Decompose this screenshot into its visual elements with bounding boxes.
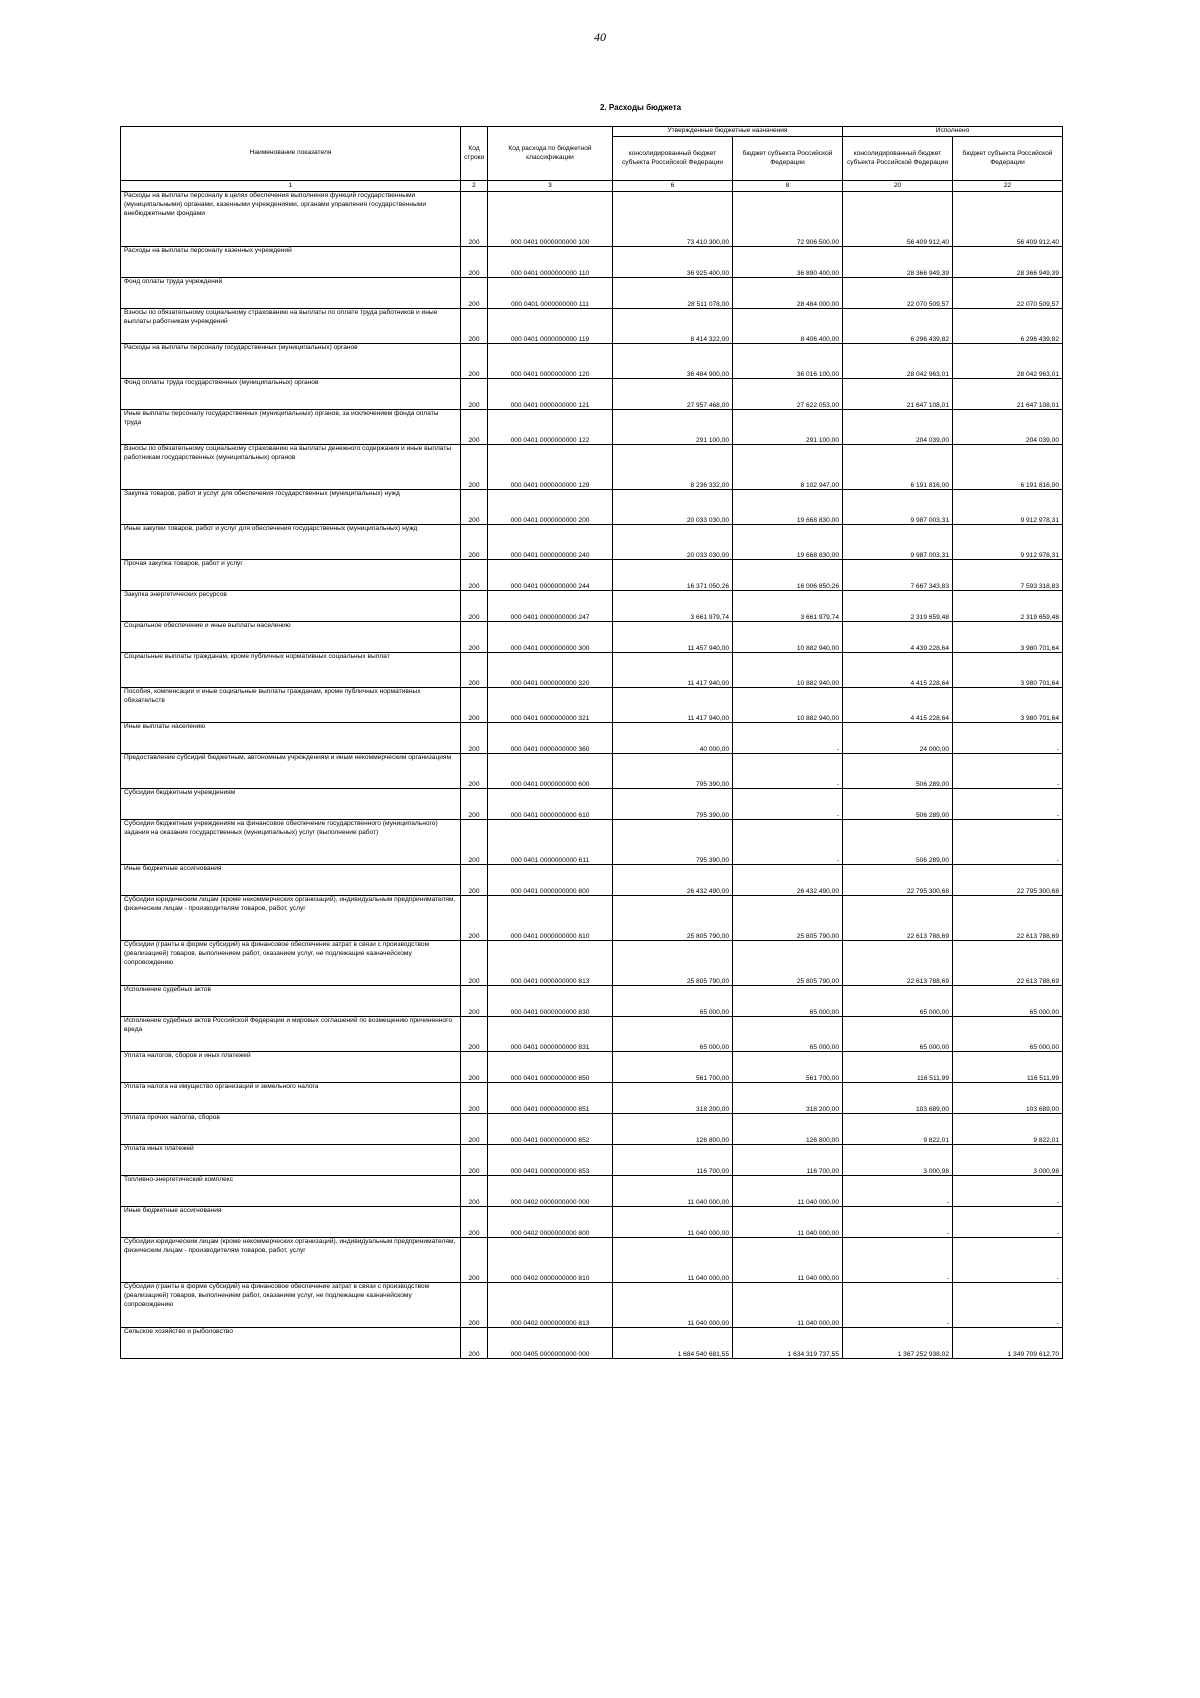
approved-subject-value: 291 100,00 [733, 410, 843, 445]
indicator-name: Субсидии (гранты в форме субсидий) на финансовое обеспечение затрат в связи с производством (реализацией) товаров, выполнением работ, оказанием услуг, не подлежащие казначейскому сопровождению [121, 941, 461, 986]
indicator-name: Топливно-энергетический комплекс [121, 1176, 461, 1207]
row-code: 200 [461, 865, 488, 896]
approved-subject-value: 8 406 400,00 [733, 309, 843, 344]
table-row [121, 591, 1063, 622]
indicator-name: Пособия, компенсации и иные социальные выплаты гражданам, кроме публичных нормативных обязательств [121, 688, 461, 723]
expense-code: 000 0401 0000000000 247 [488, 591, 613, 622]
approved-consolidated-value: 8 236 332,00 [613, 445, 733, 490]
executed-subject-value: - [953, 1176, 1063, 1207]
row-code: 200 [461, 1114, 488, 1145]
indicator-name: Уплата прочих налогов, сборов [121, 1114, 461, 1145]
indicator-name: Расходы на выплаты персоналу государственных (муниципальных) органов [121, 344, 461, 379]
executed-consolidated-value: 22 795 300,68 [843, 865, 953, 896]
approved-subject-value: 72 906 500,00 [733, 192, 843, 247]
expense-code: 000 0401 0000000000 360 [488, 723, 613, 754]
indicator-name: Иные выплаты персоналу государственных (муниципальных) органов, за исключением фонда оплаты труда [121, 410, 461, 445]
indicator-name: Субсидии (гранты в форме субсидий) на финансовое обеспечение затрат в связи с производством (реализацией) товаров, выполнением работ, оказанием услуг, не подлежащие казначейскому сопровождению [121, 1283, 461, 1328]
approved-subject-value: 11 040 000,00 [733, 1176, 843, 1207]
row-code: 200 [461, 1328, 488, 1359]
table-body [121, 192, 1063, 1359]
executed-subject-value: 3 980 701,64 [953, 688, 1063, 723]
column-number: 1 [121, 181, 461, 192]
approved-consolidated-value: 291 100,00 [613, 410, 733, 445]
indicator-name: Предоставление субсидий бюджетным, автономным учреждениям и иным некоммерческим организациям [121, 754, 461, 789]
executed-consolidated-value: 4 415 228,64 [843, 688, 953, 723]
executed-subject-value: 22 795 300,68 [953, 865, 1063, 896]
executed-consolidated-value: 1 367 252 938,02 [843, 1328, 953, 1359]
expense-code: 000 0401 0000000000 244 [488, 560, 613, 591]
table-row [121, 653, 1063, 688]
executed-subject-value: 22 613 788,69 [953, 896, 1063, 941]
approved-subject-value: 27 622 053,00 [733, 379, 843, 410]
approved-subject-value: 10 882 940,00 [733, 688, 843, 723]
approved-consolidated-value: 65 000,00 [613, 1017, 733, 1052]
table-row [121, 820, 1063, 865]
approved-consolidated-value: 36 925 400,00 [613, 247, 733, 278]
approved-consolidated-value: 116 700,00 [613, 1145, 733, 1176]
executed-subject-value: - [953, 789, 1063, 820]
approved-consolidated-value: 28 511 078,00 [613, 278, 733, 309]
approved-subject-value: 28 484 000,00 [733, 278, 843, 309]
executed-consolidated-value: - [843, 1238, 953, 1283]
table-row [121, 379, 1063, 410]
row-code: 200 [461, 1238, 488, 1283]
executed-consolidated-value: 22 070 509,57 [843, 278, 953, 309]
approved-subject-value: 19 668 830,00 [733, 525, 843, 560]
indicator-name: Иные закупки товаров, работ и услуг для обеспечения государственных (муниципальных) нужд [121, 525, 461, 560]
row-code: 200 [461, 1052, 488, 1083]
approved-subject-value: 8 102 947,00 [733, 445, 843, 490]
executed-consolidated-value: 6 191 816,00 [843, 445, 953, 490]
approved-subject-value: 126 800,00 [733, 1114, 843, 1145]
approved-subject-value: 26 432 490,00 [733, 865, 843, 896]
approved-consolidated-value: 795 390,00 [613, 789, 733, 820]
executed-consolidated-value: 24 000,00 [843, 723, 953, 754]
approved-subject-value: 116 700,00 [733, 1145, 843, 1176]
table-row [121, 1207, 1063, 1238]
approved-consolidated-value: 40 000,00 [613, 723, 733, 754]
approved-subject-value: 25 805 790,00 [733, 896, 843, 941]
page-number: 40 [594, 30, 606, 44]
row-code: 200 [461, 278, 488, 309]
executed-subject-value: 103 689,00 [953, 1083, 1063, 1114]
table-row [121, 1283, 1063, 1328]
table-row [121, 865, 1063, 896]
executed-consolidated-value: 9 987 003,31 [843, 525, 953, 560]
executed-consolidated-value: 4 415 228,64 [843, 653, 953, 688]
expense-code: 000 0401 0000000000 100 [488, 192, 613, 247]
table-row [121, 941, 1063, 986]
approved-consolidated-value: 26 432 490,00 [613, 865, 733, 896]
approved-consolidated-value: 11 417 940,00 [613, 653, 733, 688]
approved-consolidated-value: 25 805 790,00 [613, 896, 733, 941]
approved-consolidated-value: 795 390,00 [613, 754, 733, 789]
table-row [121, 560, 1063, 591]
table-row [121, 1083, 1063, 1114]
executed-consolidated-value: 2 319 659,48 [843, 591, 953, 622]
row-code: 200 [461, 1283, 488, 1328]
expense-code: 000 0401 0000000000 850 [488, 1052, 613, 1083]
executed-subject-value: - [953, 1283, 1063, 1328]
approved-consolidated-value: 3 661 979,74 [613, 591, 733, 622]
executed-subject-value: 65 000,00 [953, 1017, 1063, 1052]
table-row [121, 1114, 1063, 1145]
executed-subject-value: 22 613 788,69 [953, 941, 1063, 986]
expense-code: 000 0402 0000000000 800 [488, 1207, 613, 1238]
executed-subject-value: 22 070 509,57 [953, 278, 1063, 309]
indicator-name: Прочая закупка товаров, работ и услуг [121, 560, 461, 591]
table-row [121, 622, 1063, 653]
executed-consolidated-value: - [843, 1207, 953, 1238]
table-row [121, 490, 1063, 525]
table-row [121, 754, 1063, 789]
row-code: 200 [461, 820, 488, 865]
row-code: 200 [461, 754, 488, 789]
executed-consolidated-value: 22 613 788,69 [843, 941, 953, 986]
approved-subject-value: 1 634 319 737,55 [733, 1328, 843, 1359]
expense-code: 000 0402 0000000000 000 [488, 1176, 613, 1207]
approved-subject-value: - [733, 754, 843, 789]
section-title: 2. Расходы бюджета [600, 103, 682, 112]
approved-subject-value: 36 016 100,00 [733, 344, 843, 379]
indicator-name: Уплата налога на имущество организаций и земельного налога [121, 1083, 461, 1114]
executed-consolidated-value: 4 439 228,64 [843, 622, 953, 653]
executed-subject-value: 6 296 439,82 [953, 309, 1063, 344]
executed-consolidated-value: 9 987 003,31 [843, 490, 953, 525]
approved-consolidated-value: 11 417 940,00 [613, 688, 733, 723]
expense-code: 000 0401 0000000000 320 [488, 653, 613, 688]
approved-consolidated-value: 561 700,00 [613, 1052, 733, 1083]
row-code: 200 [461, 1145, 488, 1176]
approved-consolidated-value: 27 957 468,00 [613, 379, 733, 410]
approved-subject-value: - [733, 820, 843, 865]
expense-code: 000 0401 0000000000 321 [488, 688, 613, 723]
row-code: 200 [461, 445, 488, 490]
expense-code: 000 0401 0000000000 611 [488, 820, 613, 865]
approved-subject-value: 11 040 000,00 [733, 1207, 843, 1238]
executed-consolidated-value: 56 409 912,40 [843, 192, 953, 247]
table-row [121, 1145, 1063, 1176]
executed-consolidated-value: 506 289,00 [843, 820, 953, 865]
column-number: 2 [461, 181, 488, 192]
expense-code: 000 0401 0000000000 122 [488, 410, 613, 445]
table-row [121, 525, 1063, 560]
expense-code: 000 0401 0000000000 300 [488, 622, 613, 653]
approved-subject-value: 65 000,00 [733, 986, 843, 1017]
approved-consolidated-value: 795 390,00 [613, 820, 733, 865]
executed-subject-value: 28 042 963,01 [953, 344, 1063, 379]
row-code: 200 [461, 525, 488, 560]
executed-consolidated-value: 65 000,00 [843, 1017, 953, 1052]
expense-code: 000 0401 0000000000 810 [488, 896, 613, 941]
row-code: 200 [461, 622, 488, 653]
approved-consolidated-value: 65 000,00 [613, 986, 733, 1017]
approved-consolidated-value: 16 371 050,26 [613, 560, 733, 591]
expense-code: 000 0401 0000000000 831 [488, 1017, 613, 1052]
column-number: 6 [613, 181, 733, 192]
row-code: 200 [461, 560, 488, 591]
executed-subject-value: 7 593 318,83 [953, 560, 1063, 591]
indicator-name: Иные бюджетные ассигнования [121, 1207, 461, 1238]
approved-consolidated-value: 20 033 030,00 [613, 525, 733, 560]
row-code: 200 [461, 789, 488, 820]
executed-subject-value: 28 366 949,39 [953, 247, 1063, 278]
indicator-name: Субсидии бюджетным учреждениям [121, 789, 461, 820]
executed-subject-value: 3 980 701,64 [953, 653, 1063, 688]
expense-code: 000 0401 0000000000 852 [488, 1114, 613, 1145]
approved-consolidated-value: 318 200,00 [613, 1083, 733, 1114]
executed-consolidated-value: 6 296 439,82 [843, 309, 953, 344]
executed-consolidated-value: 116 511,99 [843, 1052, 953, 1083]
row-code: 200 [461, 490, 488, 525]
table-row [121, 896, 1063, 941]
executed-consolidated-value: 28 042 963,01 [843, 344, 953, 379]
table-row [121, 986, 1063, 1017]
executed-consolidated-value: - [843, 1283, 953, 1328]
header-executed: Исполнено [843, 127, 1063, 137]
expense-code: 000 0401 0000000000 111 [488, 278, 613, 309]
approved-subject-value: 3 661 979,74 [733, 591, 843, 622]
executed-consolidated-value: 28 366 949,39 [843, 247, 953, 278]
row-code: 200 [461, 896, 488, 941]
executed-subject-value: - [953, 820, 1063, 865]
executed-subject-value: 1 349 709 612,70 [953, 1328, 1063, 1359]
approved-subject-value: 561 700,00 [733, 1052, 843, 1083]
indicator-name: Фонд оплаты труда учреждений [121, 278, 461, 309]
approved-consolidated-value: 36 484 900,00 [613, 344, 733, 379]
executed-consolidated-value: 506 289,00 [843, 789, 953, 820]
expense-code: 000 0401 0000000000 851 [488, 1083, 613, 1114]
executed-subject-value: 3 000,98 [953, 1145, 1063, 1176]
indicator-name: Субсидии бюджетным учреждениям на финансовое обеспечение государственного (муниципального) задания на оказание государственных (муниципальных) услуг (выполнение работ) [121, 820, 461, 865]
expense-code: 000 0401 0000000000 830 [488, 986, 613, 1017]
row-code: 200 [461, 192, 488, 247]
executed-subject-value: - [953, 1238, 1063, 1283]
approved-subject-value: 19 668 830,00 [733, 490, 843, 525]
row-code: 200 [461, 688, 488, 723]
table-row [121, 1017, 1063, 1052]
executed-consolidated-value: 506 289,00 [843, 754, 953, 789]
expense-code: 000 0401 0000000000 120 [488, 344, 613, 379]
expense-code: 000 0401 0000000000 800 [488, 865, 613, 896]
approved-consolidated-value: 73 410 300,00 [613, 192, 733, 247]
indicator-name: Уплата налогов, сборов и иных платежей [121, 1052, 461, 1083]
indicator-name: Иные выплаты населению [121, 723, 461, 754]
executed-subject-value: 2 319 659,48 [953, 591, 1063, 622]
indicator-name: Субсидии юридическим лицам (кроме некоммерческих организаций), индивидуальным предпринимателям, физическим лицам - производителям товаров, работ, услуг [121, 896, 461, 941]
table-row [121, 688, 1063, 723]
row-code: 200 [461, 941, 488, 986]
expense-code: 000 0401 0000000000 853 [488, 1145, 613, 1176]
row-code: 200 [461, 1176, 488, 1207]
table-row [121, 445, 1063, 490]
expense-code: 000 0405 0000000000 000 [488, 1328, 613, 1359]
table-row [121, 309, 1063, 344]
approved-consolidated-value: 126 800,00 [613, 1114, 733, 1145]
row-code: 200 [461, 247, 488, 278]
header-executed-subject: бюджет субъекта Российской Федерации [953, 137, 1063, 181]
approved-consolidated-value: 11 040 000,00 [613, 1283, 733, 1328]
header-name: Наименование показателя [121, 127, 461, 181]
approved-consolidated-value: 8 414 322,00 [613, 309, 733, 344]
indicator-name: Расходы на выплаты персоналу в целях обеспечения выполнения функций государственными (муниципальными) органами, казенными учреждениями, органами управления государственными внебюджетными фондами [121, 192, 461, 247]
expense-code: 000 0402 0000000000 813 [488, 1283, 613, 1328]
expense-code: 000 0401 0000000000 119 [488, 309, 613, 344]
executed-subject-value: 3 980 701,64 [953, 622, 1063, 653]
indicator-name: Исполнение судебных актов [121, 986, 461, 1017]
approved-subject-value: - [733, 789, 843, 820]
expense-code: 000 0401 0000000000 110 [488, 247, 613, 278]
table-row [121, 344, 1063, 379]
indicator-name: Фонд оплаты труда государственных (муниципальных) органов [121, 379, 461, 410]
row-code: 200 [461, 344, 488, 379]
approved-subject-value: 16 006 850,26 [733, 560, 843, 591]
column-number: 3 [488, 181, 613, 192]
column-number: 22 [953, 181, 1063, 192]
expense-code: 000 0401 0000000000 129 [488, 445, 613, 490]
table-row [121, 247, 1063, 278]
approved-subject-value: 36 890 400,00 [733, 247, 843, 278]
indicator-name: Взносы по обязательному социальному страхованию на выплаты по оплате труда работников и иные выплаты работникам учреждений [121, 309, 461, 344]
approved-consolidated-value: 1 684 540 681,55 [613, 1328, 733, 1359]
row-code: 200 [461, 986, 488, 1017]
table-row [121, 192, 1063, 247]
executed-subject-value: - [953, 723, 1063, 754]
executed-subject-value: 6 191 816,00 [953, 445, 1063, 490]
executed-subject-value: 65 000,00 [953, 986, 1063, 1017]
approved-consolidated-value: 20 033 030,00 [613, 490, 733, 525]
approved-subject-value: 65 000,00 [733, 1017, 843, 1052]
executed-consolidated-value: 7 667 343,83 [843, 560, 953, 591]
executed-subject-value: 9 912 978,31 [953, 490, 1063, 525]
indicator-name: Исполнение судебных актов Российской Федерации и мировых соглашений по возмещению причиненного вреда [121, 1017, 461, 1052]
row-code: 200 [461, 410, 488, 445]
indicator-name: Расходы на выплаты персоналу казенных учреждений [121, 247, 461, 278]
row-code: 200 [461, 591, 488, 622]
indicator-name: Иные бюджетные ассигнования [121, 865, 461, 896]
expense-code: 000 0401 0000000000 240 [488, 525, 613, 560]
expense-code: 000 0401 0000000000 813 [488, 941, 613, 986]
approved-consolidated-value: 11 040 000,00 [613, 1238, 733, 1283]
executed-subject-value: 9 822,01 [953, 1114, 1063, 1145]
approved-subject-value: 10 882 940,00 [733, 653, 843, 688]
header-executed-consolidated: консолидированный бюджет субъекта Российской Федерации [843, 137, 953, 181]
approved-consolidated-value: 25 805 790,00 [613, 941, 733, 986]
row-code: 200 [461, 1207, 488, 1238]
approved-consolidated-value: 11 040 000,00 [613, 1207, 733, 1238]
approved-subject-value: 25 805 790,00 [733, 941, 843, 986]
expense-code: 000 0401 0000000000 600 [488, 754, 613, 789]
row-code: 200 [461, 1083, 488, 1114]
header-row-code: Код строки [461, 127, 488, 181]
executed-consolidated-value: 22 613 788,69 [843, 896, 953, 941]
executed-consolidated-value: 204 039,00 [843, 410, 953, 445]
table-row [121, 1176, 1063, 1207]
expense-code: 000 0401 0000000000 200 [488, 490, 613, 525]
column-number: 20 [843, 181, 953, 192]
indicator-name: Сельское хозяйство и рыболовство [121, 1328, 461, 1359]
indicator-name: Закупка энергетических ресурсов [121, 591, 461, 622]
row-code: 200 [461, 653, 488, 688]
expense-code: 000 0402 0000000000 810 [488, 1238, 613, 1283]
indicator-name: Социальные выплаты гражданам, кроме публичных нормативных социальных выплат [121, 653, 461, 688]
approved-subject-value: 10 882 940,00 [733, 622, 843, 653]
table-row [121, 1328, 1063, 1359]
executed-subject-value: 21 647 108,01 [953, 379, 1063, 410]
executed-consolidated-value: 9 822,01 [843, 1114, 953, 1145]
table-row [121, 789, 1063, 820]
executed-consolidated-value: - [843, 1176, 953, 1207]
indicator-name: Субсидии юридическим лицам (кроме некоммерческих организаций), индивидуальным предпринимателям, физическим лицам - производителям товаров, работ, услуг [121, 1238, 461, 1283]
executed-subject-value: 9 912 978,31 [953, 525, 1063, 560]
table-row [121, 278, 1063, 309]
table-row [121, 1052, 1063, 1083]
expense-code: 000 0401 0000000000 121 [488, 379, 613, 410]
approved-consolidated-value: 11 457 940,00 [613, 622, 733, 653]
executed-consolidated-value: 65 000,00 [843, 986, 953, 1017]
executed-subject-value: 204 039,00 [953, 410, 1063, 445]
approved-subject-value: 11 040 000,00 [733, 1283, 843, 1328]
header-approved-consolidated: консолидированный бюджет субъекта Российской Федерации [613, 137, 733, 181]
executed-consolidated-value: 21 647 108,01 [843, 379, 953, 410]
table-row [121, 1238, 1063, 1283]
executed-subject-value: 116 511,99 [953, 1052, 1063, 1083]
expense-code: 000 0401 0000000000 610 [488, 789, 613, 820]
row-code: 200 [461, 379, 488, 410]
executed-subject-value: - [953, 1207, 1063, 1238]
approved-subject-value: 11 040 000,00 [733, 1238, 843, 1283]
table-row [121, 410, 1063, 445]
approved-subject-value: - [733, 723, 843, 754]
row-code: 200 [461, 309, 488, 344]
budget-expenses-table [120, 126, 1063, 1359]
header-approved-subject: бюджет субъекта Российской Федерации [733, 137, 843, 181]
executed-consolidated-value: 103 689,00 [843, 1083, 953, 1114]
executed-subject-value: - [953, 754, 1063, 789]
executed-subject-value: 56 409 912,40 [953, 192, 1063, 247]
executed-consolidated-value: 3 000,98 [843, 1145, 953, 1176]
indicator-name: Уплата иных платежей [121, 1145, 461, 1176]
header-approved: Утвержденные бюджетные назначения [613, 127, 843, 137]
column-number: 8 [733, 181, 843, 192]
row-code: 200 [461, 1017, 488, 1052]
approved-subject-value: 318 200,00 [733, 1083, 843, 1114]
indicator-name: Закупка товаров, работ и услуг для обеспечения государственных (муниципальных) нужд [121, 490, 461, 525]
header-kbk: Код расхода по бюджетной классификации [488, 127, 613, 181]
table-row [121, 723, 1063, 754]
indicator-name: Социальное обеспечение и иные выплаты населению [121, 622, 461, 653]
indicator-name: Взносы по обязательному социальному страхованию на выплаты денежного содержания и иные выплаты работникам государственных (муниципальных) органов [121, 445, 461, 490]
approved-consolidated-value: 11 040 000,00 [613, 1176, 733, 1207]
row-code: 200 [461, 723, 488, 754]
